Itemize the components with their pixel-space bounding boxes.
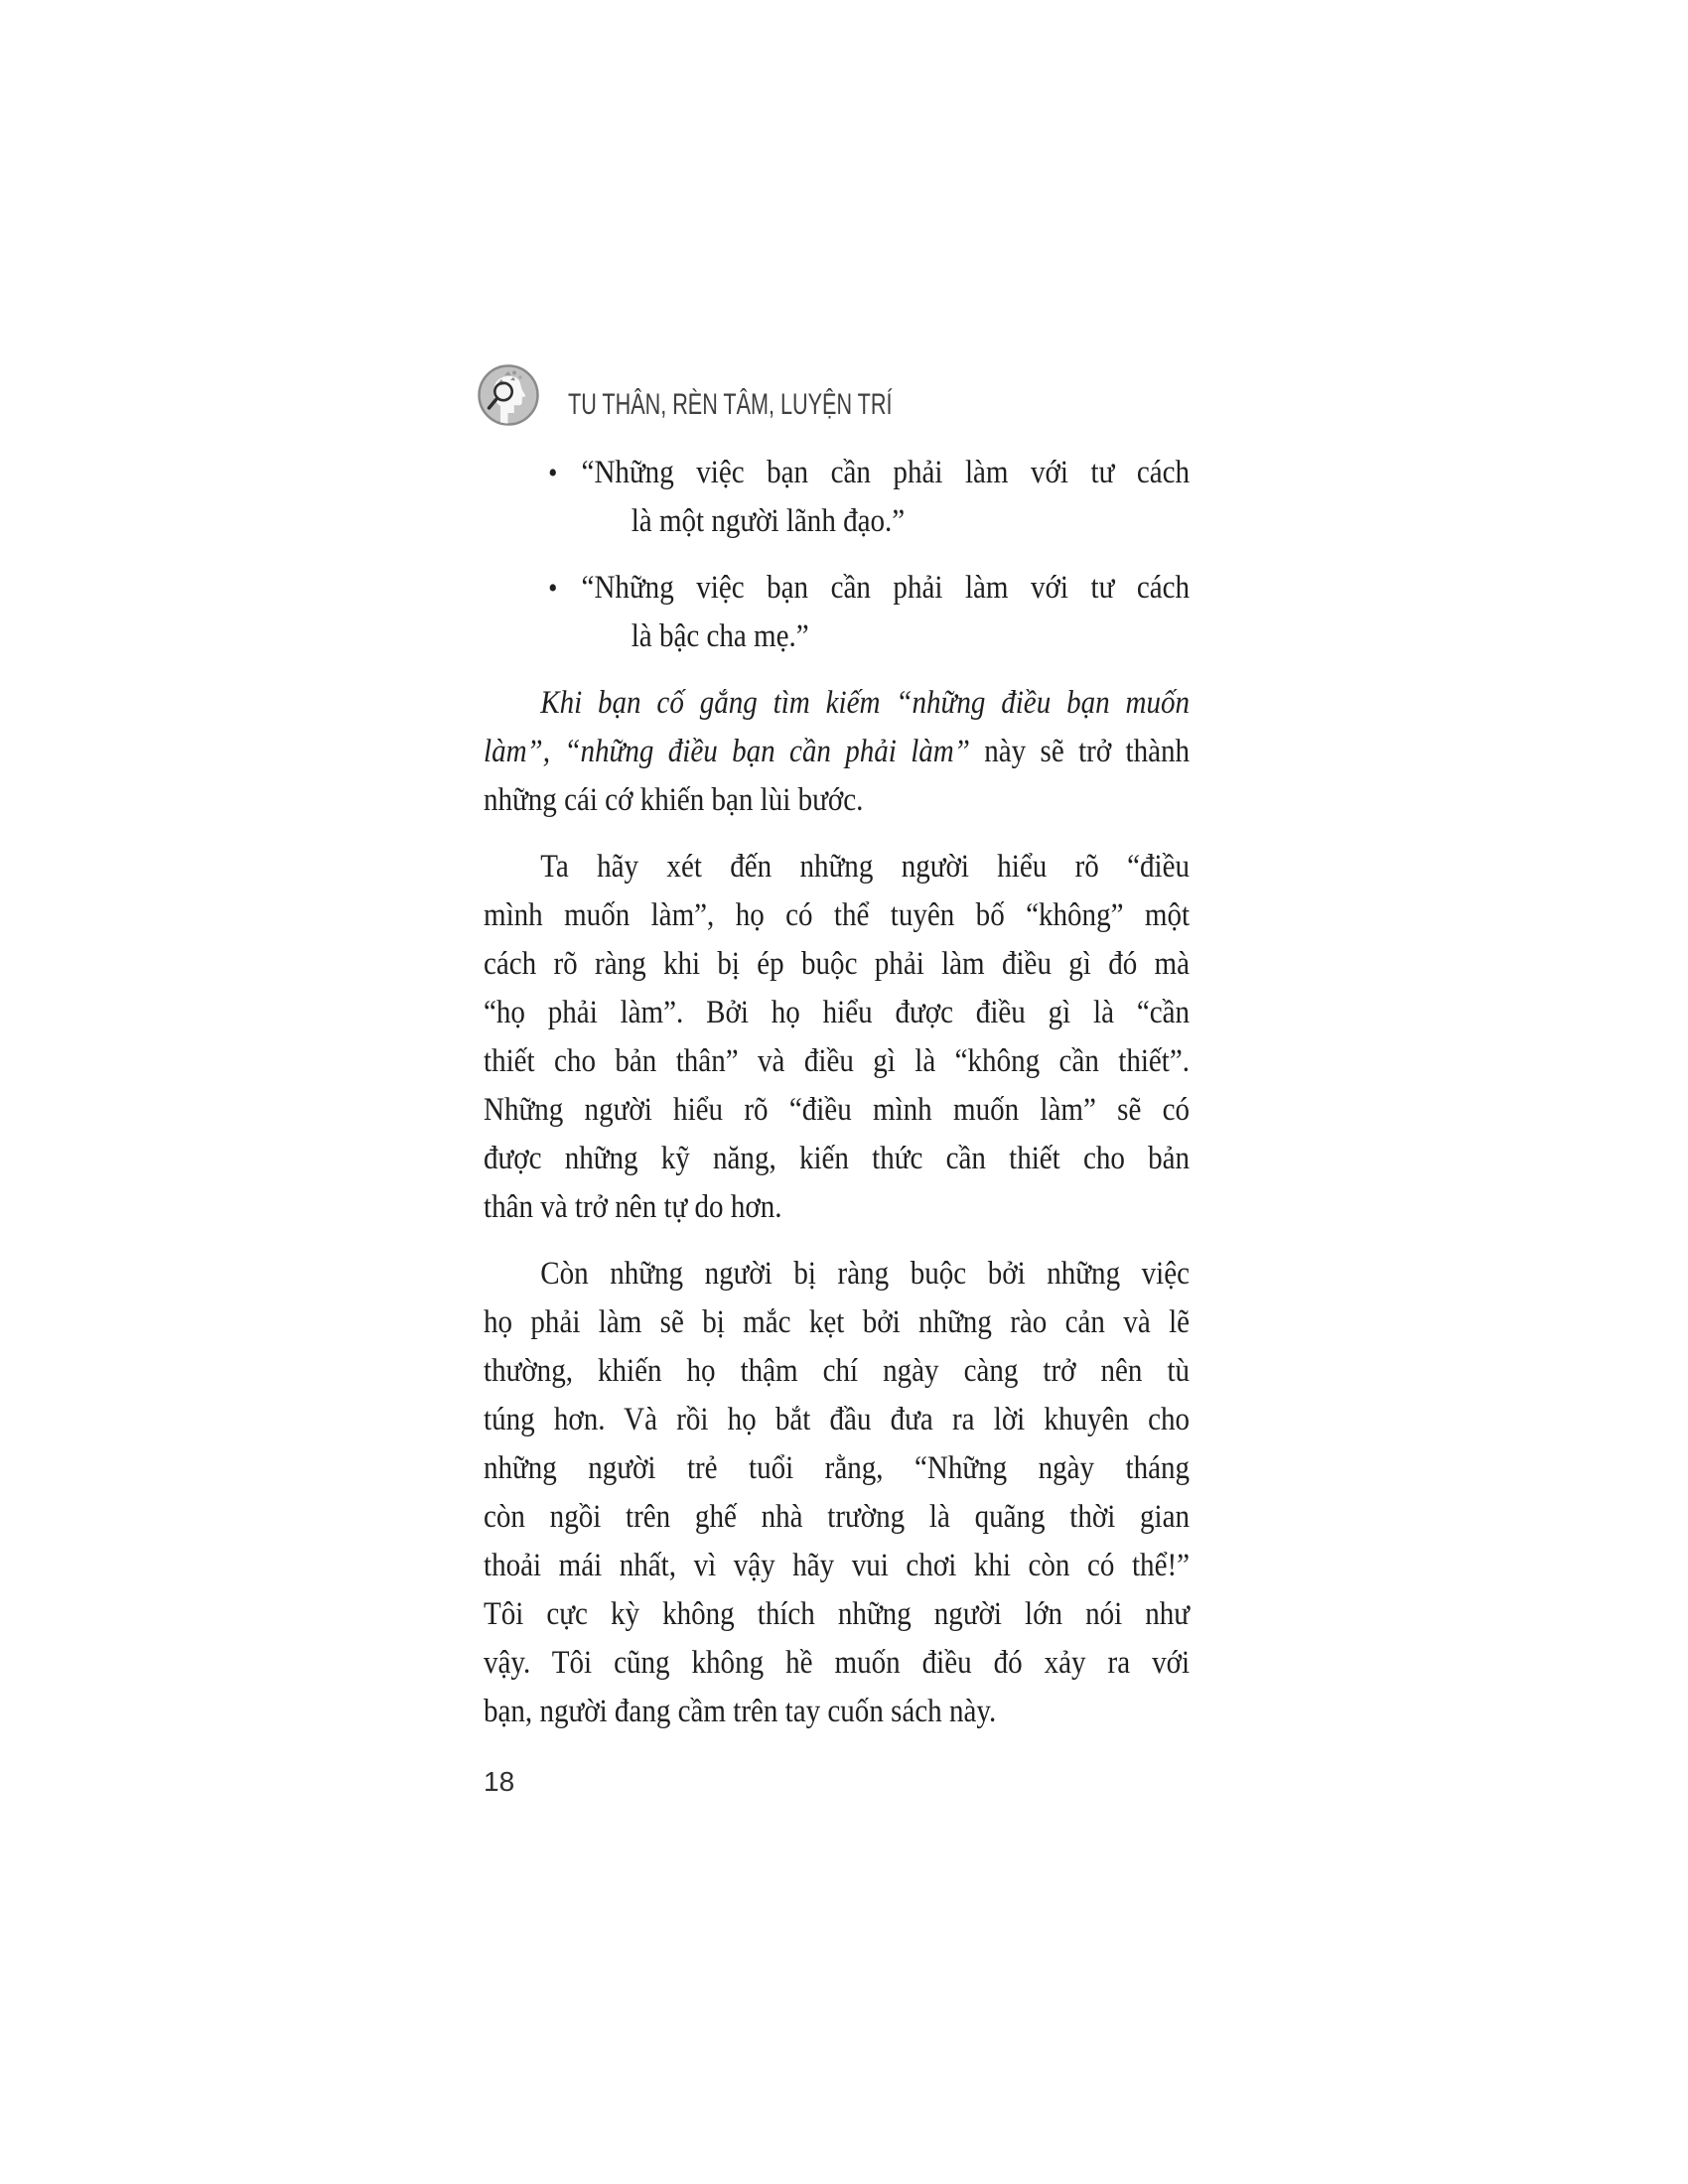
text-segment: “Những việc bạn cần phải làm với tư cách bbox=[581, 455, 1191, 490]
text-content bbox=[484, 449, 1190, 1754]
text-line bbox=[484, 1183, 1190, 1232]
text-line bbox=[632, 497, 1190, 546]
text-line bbox=[484, 1250, 1190, 1298]
text-line bbox=[484, 940, 1190, 989]
text-segment: là một người lãnh đạo.” bbox=[631, 503, 906, 539]
text-segment: mình muốn làm”, họ có thể tuyên bố “không” một bbox=[484, 897, 1191, 933]
text-segment: Tôi cực kỳ không thích những người lớn nói như bbox=[484, 1596, 1191, 1632]
text-line bbox=[484, 728, 1190, 776]
paragraph bbox=[484, 843, 1190, 1232]
text-line bbox=[484, 1639, 1190, 1688]
bullet-icon: • bbox=[548, 457, 558, 489]
head-magnifier-icon bbox=[477, 363, 540, 427]
text-line bbox=[484, 776, 1190, 825]
text-line bbox=[582, 449, 1190, 497]
text-segment: được những kỹ năng, kiến thức cần thiết cho bản bbox=[484, 1141, 1191, 1176]
italic-text-segment: Khi bạn cố gắng tìm kiếm “những điều bạn muốn bbox=[540, 685, 1191, 721]
text-segment: họ phải làm sẽ bị mắc kẹt bởi những rào cản và lẽ bbox=[484, 1304, 1191, 1340]
text-segment: thân và trở nên tự do hơn. bbox=[484, 1189, 782, 1225]
text-line bbox=[484, 1135, 1190, 1183]
text-segment: còn ngồi trên ghế nhà trường là quãng thời gian bbox=[484, 1499, 1191, 1535]
text-segment: túng hơn. Và rồi họ bắt đầu đưa ra lời khuyên cho bbox=[484, 1402, 1191, 1437]
bullet-item bbox=[484, 564, 1190, 661]
text-line bbox=[484, 1037, 1190, 1086]
text-segment: Ta hãy xét đến những người hiểu rõ “điều bbox=[540, 849, 1191, 885]
text-segment: vậy. Tôi cũng không hề muốn điều đó xảy ra với bbox=[484, 1645, 1191, 1681]
text-segment: những người trẻ tuổi rằng, “Những ngày tháng bbox=[484, 1450, 1191, 1486]
text-line bbox=[484, 1542, 1190, 1590]
text-line bbox=[484, 1396, 1190, 1444]
text-segment: Những người hiểu rõ “điều mình muốn làm” sẽ có bbox=[484, 1092, 1191, 1128]
text-segment: Còn những người bị ràng buộc bởi những việc bbox=[540, 1256, 1191, 1292]
text-line bbox=[484, 891, 1190, 940]
text-segment: thiết cho bản thân” và điều gì là “không cần thiết”. bbox=[484, 1043, 1191, 1079]
text-line bbox=[484, 1347, 1190, 1396]
text-segment: cách rõ ràng khi bị ép buộc phải làm điều gì đó mà bbox=[484, 946, 1191, 982]
text-line bbox=[484, 843, 1190, 891]
text-line bbox=[484, 1298, 1190, 1347]
italic-text-segment: làm”, “những điều bạn cần phải làm” bbox=[484, 734, 970, 769]
page-number: 18 bbox=[484, 1766, 515, 1797]
text-segment: bạn, người đang cầm trên tay cuốn sách này. bbox=[484, 1694, 997, 1729]
paragraph bbox=[484, 1250, 1190, 1736]
text-line bbox=[484, 679, 1190, 728]
text-line bbox=[484, 1590, 1190, 1639]
text-line bbox=[484, 1444, 1190, 1493]
text-line bbox=[582, 564, 1190, 613]
text-segment: “họ phải làm”. Bởi họ hiểu được điều gì là “cần bbox=[484, 995, 1191, 1030]
running-header-title: TU THÂN, RÈN TÂM, LUYỆN TRÍ bbox=[568, 388, 893, 421]
text-line bbox=[484, 1086, 1190, 1135]
bullet-item bbox=[484, 449, 1190, 546]
text-line bbox=[484, 989, 1190, 1037]
text-line bbox=[632, 613, 1190, 661]
text-line bbox=[484, 1688, 1190, 1736]
text-segment: thoải mái nhất, vì vậy hãy vui chơi khi còn có thể!” bbox=[484, 1548, 1191, 1583]
bullet-icon: • bbox=[548, 572, 558, 605]
text-segment: thường, khiến họ thậm chí ngày càng trở nên tù bbox=[484, 1353, 1191, 1389]
text-segment: những cái cớ khiến bạn lùi bước. bbox=[484, 782, 864, 818]
text-segment: “Những việc bạn cần phải làm với tư cách bbox=[581, 570, 1191, 606]
text-segment: là bậc cha mẹ.” bbox=[631, 618, 809, 654]
text-line bbox=[484, 1493, 1190, 1542]
paragraph bbox=[484, 679, 1190, 825]
text-segment: này sẽ trở thành bbox=[969, 734, 1191, 769]
